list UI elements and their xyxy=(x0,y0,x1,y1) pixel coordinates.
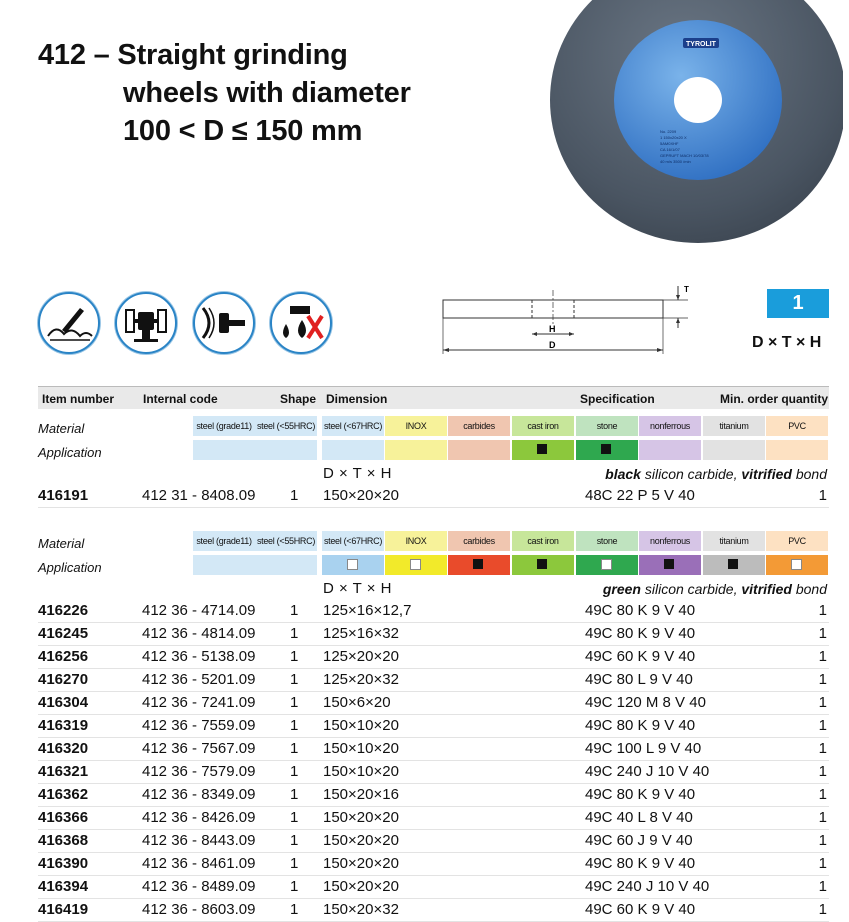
dimension-value: 150×20×20 xyxy=(323,487,399,504)
shape-value: 1 xyxy=(290,648,299,665)
table-row xyxy=(38,599,829,623)
specification-value: 49C 80 K 9 V 40 xyxy=(585,786,696,803)
material-cell: cast iron xyxy=(512,531,574,551)
material-cell: stone xyxy=(576,531,638,551)
application-cell xyxy=(639,440,701,460)
table-row xyxy=(38,714,829,738)
application-row-2 xyxy=(38,555,829,577)
specification-value: 49C 60 J 9 V 40 xyxy=(585,832,693,849)
application-cell xyxy=(322,555,384,575)
min-order-value: 1 xyxy=(818,809,827,826)
shape-value: 1 xyxy=(290,809,299,826)
internal-code: 412 36 - 7579.09 xyxy=(142,763,256,780)
application-label: Application xyxy=(38,560,102,575)
item-number: 416256 xyxy=(38,648,89,665)
material-cell: steel (<55HRC) xyxy=(255,416,317,436)
bench-grinder-icon xyxy=(115,292,177,354)
header-shape: Shape xyxy=(280,392,317,406)
dimension-formula: D × T × H xyxy=(323,580,392,597)
material-cell: cast iron xyxy=(512,416,574,436)
material-cell: carbides xyxy=(448,531,510,551)
shape-value: 1 xyxy=(290,832,299,849)
material-label: Material xyxy=(38,421,85,436)
min-order-value: 1 xyxy=(818,740,827,757)
material-cell: titanium xyxy=(703,531,765,551)
svg-text:1 150x20x20 X: 1 150x20x20 X xyxy=(660,135,687,140)
item-number: 416366 xyxy=(38,809,89,826)
shape-value: 1 xyxy=(290,671,299,688)
internal-code: 412 36 - 7241.09 xyxy=(142,694,256,711)
suitable-mark xyxy=(664,559,674,569)
specification-value: 49C 240 J 10 V 40 xyxy=(585,878,710,895)
application-cell xyxy=(512,440,574,460)
shape-value: 1 xyxy=(290,487,299,504)
specification-value: 49C 120 M 8 V 40 xyxy=(585,694,706,711)
svg-text:No. 2209: No. 2209 xyxy=(660,129,677,134)
application-cell xyxy=(255,555,317,575)
item-number: 416245 xyxy=(38,625,89,642)
min-order-value: 1 xyxy=(818,717,827,734)
table-row xyxy=(38,806,829,830)
internal-code: 412 36 - 8349.09 xyxy=(142,786,256,803)
min-order-value: 1 xyxy=(818,901,827,918)
header-dimension: Dimension xyxy=(326,392,388,406)
shape-value: 1 xyxy=(290,763,299,780)
application-cell xyxy=(512,555,574,575)
dimension-value: 125×20×32 xyxy=(323,671,399,688)
specification-value: 49C 80 K 9 V 40 xyxy=(585,855,696,872)
table-row xyxy=(38,898,829,922)
internal-code: 412 36 - 7559.09 xyxy=(142,717,256,734)
specification-value: 49C 80 K 9 V 40 xyxy=(585,717,696,734)
dimension-formula: D × T × H xyxy=(323,465,392,482)
table-row xyxy=(38,760,829,784)
item-number: 416390 xyxy=(38,855,89,872)
table-header xyxy=(38,386,829,409)
min-order-value: 1 xyxy=(818,648,827,665)
limited-mark xyxy=(791,559,802,570)
dim-label-d: D xyxy=(549,340,556,350)
specification-value: 49C 80 L 9 V 40 xyxy=(585,671,693,688)
internal-code: 412 36 - 5138.09 xyxy=(142,648,256,665)
application-cell xyxy=(639,555,701,575)
application-cell xyxy=(322,440,384,460)
application-cell xyxy=(385,440,447,460)
dimension-drawing xyxy=(436,282,692,360)
internal-code: 412 36 - 8443.09 xyxy=(142,832,256,849)
svg-text:5AM0XHF: 5AM0XHF xyxy=(660,141,679,146)
title-line-3: 100 < D ≤ 150 mm xyxy=(123,115,363,147)
shape-value: 1 xyxy=(290,786,299,803)
wheel-brand: TYROLIT xyxy=(686,41,716,48)
dimension-value: 150×20×20 xyxy=(323,809,399,826)
suitable-mark xyxy=(537,444,547,454)
internal-code: 412 36 - 7567.09 xyxy=(142,740,256,757)
min-order-value: 1 xyxy=(818,832,827,849)
min-order-value: 1 xyxy=(818,694,827,711)
material-cell: carbides xyxy=(448,416,510,436)
grinding-wheel-image xyxy=(546,0,843,244)
section-1-subheader xyxy=(38,464,829,484)
title-line-2: wheels with diameter xyxy=(123,77,411,109)
material-cell: stone xyxy=(576,416,638,436)
shape-value: 1 xyxy=(290,855,299,872)
page-title xyxy=(38,36,411,150)
specification-value: 49C 80 K 9 V 40 xyxy=(585,625,696,642)
application-cell xyxy=(193,555,255,575)
shape-value: 1 xyxy=(290,602,299,619)
dimension-value: 150×20×20 xyxy=(323,878,399,895)
table-row xyxy=(38,691,829,715)
application-cell xyxy=(448,440,510,460)
table-row xyxy=(38,668,829,692)
dimension-value: 150×10×20 xyxy=(323,740,399,757)
internal-code: 412 36 - 8426.09 xyxy=(142,809,256,826)
item-number: 416362 xyxy=(38,786,89,803)
bond-description: black silicon carbide, vitrified bond xyxy=(605,466,827,482)
item-number: 416304 xyxy=(38,694,89,711)
min-order-value: 1 xyxy=(818,671,827,688)
wood-carving-icon xyxy=(38,292,100,354)
min-order-value: 1 xyxy=(818,487,827,504)
material-cell: titanium xyxy=(703,416,765,436)
shape-value: 1 xyxy=(290,694,299,711)
shape-value: 1 xyxy=(290,717,299,734)
dimension-value: 150×10×20 xyxy=(323,763,399,780)
material-label: Material xyxy=(38,536,85,551)
specification-value: 49C 100 L 9 V 40 xyxy=(585,740,702,757)
shape-value: 1 xyxy=(290,901,299,918)
internal-code: 412 36 - 5201.09 xyxy=(142,671,256,688)
material-cell: steel (<55HRC) xyxy=(255,531,317,551)
internal-code: 412 36 - 8489.09 xyxy=(142,878,256,895)
dry-grinding-icon xyxy=(270,292,332,354)
application-cell xyxy=(703,440,765,460)
application-cell xyxy=(255,440,317,460)
application-cell xyxy=(576,440,638,460)
item-number: 416394 xyxy=(38,878,89,895)
specification-value: 49C 40 L 8 V 40 xyxy=(585,809,693,826)
material-cell: steel (<67HRC) xyxy=(322,531,384,551)
application-cell xyxy=(448,555,510,575)
table-row xyxy=(38,875,829,899)
application-cell xyxy=(385,555,447,575)
min-order-value: 1 xyxy=(818,855,827,872)
shape-value: 1 xyxy=(290,740,299,757)
item-number: 416270 xyxy=(38,671,89,688)
min-order-value: 1 xyxy=(818,878,827,895)
tyrolit-logo xyxy=(683,38,719,48)
item-number: 416368 xyxy=(38,832,89,849)
application-cell xyxy=(766,555,828,575)
min-order-value: 1 xyxy=(818,763,827,780)
limited-mark xyxy=(347,559,358,570)
table-row xyxy=(38,484,829,508)
item-number: 416419 xyxy=(38,901,89,918)
material-cell: PVC xyxy=(766,416,828,436)
header-item-number: Item number xyxy=(42,392,115,406)
specification-value: 48C 22 P 5 V 40 xyxy=(585,487,695,504)
dimension-value: 150×20×20 xyxy=(323,855,399,872)
header-specification: Specification xyxy=(580,392,655,406)
material-row-2 xyxy=(38,531,829,553)
internal-code: 412 31 - 8408.09 xyxy=(142,487,256,504)
section-2-subheader xyxy=(38,579,829,599)
shape-value: 1 xyxy=(290,625,299,642)
dimension-value: 150×6×20 xyxy=(323,694,391,711)
material-cell: INOX xyxy=(385,416,447,436)
table-row xyxy=(38,829,829,853)
internal-code: 412 36 - 4814.09 xyxy=(142,625,256,642)
specification-value: 49C 60 K 9 V 40 xyxy=(585,648,696,665)
item-number: 416320 xyxy=(38,740,89,757)
material-cell: nonferrous xyxy=(639,531,701,551)
specification-value: 49C 60 K 9 V 40 xyxy=(585,901,696,918)
dimension-value: 150×20×20 xyxy=(323,832,399,849)
dimension-value: 150×10×20 xyxy=(323,717,399,734)
application-cell xyxy=(193,440,255,460)
material-cell: INOX xyxy=(385,531,447,551)
dim-label-h: H xyxy=(549,324,556,334)
title-line-1: 412 – Straight grinding xyxy=(38,39,348,71)
header-min-order: Min. order quantity xyxy=(720,392,828,406)
svg-text:40 m/s 3500 /min: 40 m/s 3500 /min xyxy=(660,159,691,164)
material-cell: nonferrous xyxy=(639,416,701,436)
limited-mark xyxy=(601,559,612,570)
table-row xyxy=(38,622,829,646)
dimension-value: 125×16×32 xyxy=(323,625,399,642)
table-row xyxy=(38,645,829,669)
bond-description: green silicon carbide, vitrified bond xyxy=(602,581,827,597)
dimension-value: 150×20×32 xyxy=(323,901,399,918)
material-cell: steel (grade11) xyxy=(193,531,255,551)
limited-mark xyxy=(410,559,421,570)
specification-value: 49C 240 J 10 V 40 xyxy=(585,763,710,780)
item-number: 416319 xyxy=(38,717,89,734)
material-cell: steel (<67HRC) xyxy=(322,416,384,436)
shape-number-badge: 1 xyxy=(767,289,829,318)
specification-value: 49C 80 K 9 V 40 xyxy=(585,602,696,619)
svg-text:CA 16/1/07: CA 16/1/07 xyxy=(660,147,680,152)
material-row-1 xyxy=(38,416,829,438)
min-order-value: 1 xyxy=(818,625,827,642)
suitable-mark xyxy=(537,559,547,569)
suitable-mark xyxy=(601,444,611,454)
header-internal-code: Internal code xyxy=(143,392,218,406)
dim-label-t: T xyxy=(684,285,689,294)
suitable-mark xyxy=(473,559,483,569)
internal-code: 412 36 - 8461.09 xyxy=(142,855,256,872)
item-number: 416226 xyxy=(38,602,89,619)
suitable-mark xyxy=(728,559,738,569)
dimension-value: 125×20×20 xyxy=(323,648,399,665)
application-row-1 xyxy=(38,440,829,462)
table-row xyxy=(38,737,829,761)
internal-code: 412 36 - 4714.09 xyxy=(142,602,256,619)
dimension-value: 150×20×16 xyxy=(323,786,399,803)
application-cell xyxy=(703,555,765,575)
item-number: 416321 xyxy=(38,763,89,780)
table-row xyxy=(38,852,829,876)
material-cell: steel (grade11) xyxy=(193,416,255,436)
min-order-value: 1 xyxy=(818,602,827,619)
item-number: 416191 xyxy=(38,487,89,504)
face-grinding-icon xyxy=(193,292,255,354)
application-label: Application xyxy=(38,445,102,460)
material-cell: PVC xyxy=(766,531,828,551)
application-cell xyxy=(576,555,638,575)
table-row xyxy=(38,783,829,807)
svg-text:GEPRUFT MACH 10/03/78: GEPRUFT MACH 10/03/78 xyxy=(660,153,709,158)
shape-value: 1 xyxy=(290,878,299,895)
internal-code: 412 36 - 8603.09 xyxy=(142,901,256,918)
min-order-value: 1 xyxy=(818,786,827,803)
application-cell xyxy=(766,440,828,460)
dimension-value: 125×16×12,7 xyxy=(323,602,412,619)
shape-formula: D × T × H xyxy=(752,334,822,351)
